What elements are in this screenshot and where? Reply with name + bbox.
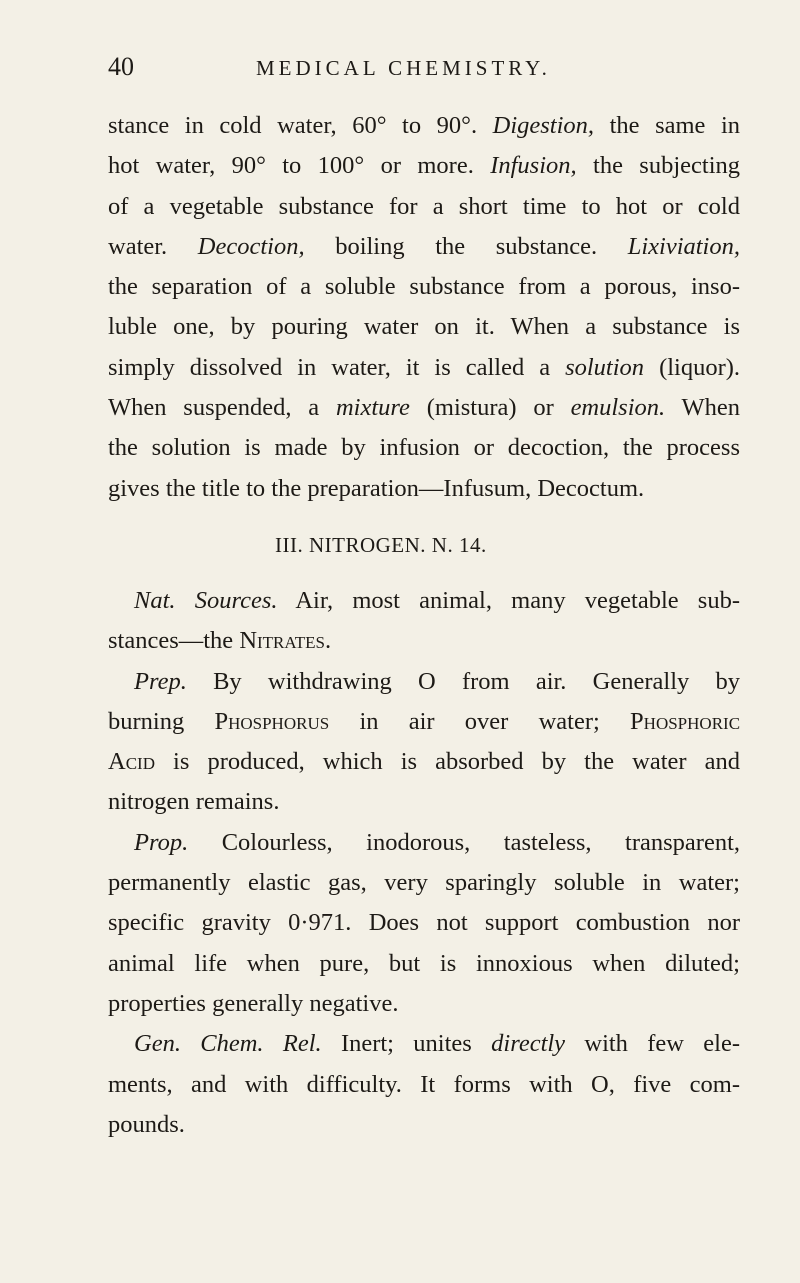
text-line: stance in cold water, 60° to 90°. Digestion, the same in [108, 112, 740, 139]
text-line: Prop. Colourless, inodorous, tasteless, transparent, [134, 828, 740, 856]
text-line: luble one, by pouring water on it. When a substance is [108, 313, 740, 341]
term-phosphoric: Phosphoric [630, 707, 740, 735]
text-line: When suspended, a mixture (mistura) or emulsion. When [108, 394, 740, 422]
text-line: animal life when pure, but is innoxious when diluted; [108, 949, 740, 977]
text-line: the separation of a soluble substance from a porous, inso- [108, 273, 740, 301]
text-line: ments, and with difficulty. It forms with O, five com- [108, 1070, 740, 1098]
term-emulsion: emulsion. [570, 394, 666, 422]
page-number: 40 [108, 52, 134, 81]
text-line: stances—the Nitrates. [108, 627, 332, 655]
term-solution: solution [565, 353, 645, 381]
body-text [108, 106, 740, 1145]
text-line: pounds. [108, 1110, 185, 1138]
text-line: burning Phosphorus in air over water; Phosphoric [108, 707, 740, 735]
page-header [108, 52, 728, 88]
text-line: Prep. By withdrawing O from air. Generally by [134, 667, 740, 695]
paragraph-natural-sources [108, 581, 740, 662]
term-nitrates: Nitrates. [239, 627, 332, 655]
term-lixiviation: Lixiviation, [627, 232, 740, 260]
text-line: gives the title to the preparation—Infusum, Decoctum. [108, 474, 645, 502]
text-line: water. Decoction, boiling the substance. Lixiviation, [108, 232, 740, 260]
term-digestion: Digestion, [492, 112, 595, 139]
text-line: of a vegetable substance for a short time to hot or cold [108, 192, 740, 220]
label-gen-chem-rel: Gen. Chem. Rel. [134, 1030, 322, 1058]
text-line: simply dissolved in water, it is called a solution (liquor). [108, 353, 740, 381]
label-natural-sources: Nat. Sources. [134, 586, 278, 614]
paragraph-preparation [108, 662, 740, 823]
text-line: the solution is made by infusion or decoction, the process [108, 434, 740, 462]
paragraph-general-chemical-relations [108, 1024, 740, 1145]
section-heading: III. NITROGEN. N. 14. [275, 532, 487, 557]
text-line: specific gravity 0·971. Does not support combustion nor [108, 909, 740, 937]
text-line: nitrogen remains. [108, 788, 280, 816]
text-line: Gen. Chem. Rel. Inert; unites directly with few ele- [134, 1030, 740, 1058]
text-line: Nat. Sources. Air, most animal, many vegetable sub- [134, 586, 740, 614]
paragraph-preparation-terms [108, 106, 740, 509]
text-line: permanently elastic gas, very sparingly soluble in water; [108, 869, 740, 897]
term-infusion: Infusion, [490, 152, 577, 180]
term-phosphorus: Phosphorus [214, 707, 330, 735]
term-directly: directly [491, 1030, 566, 1058]
term-mixture: mixture [335, 394, 410, 422]
paragraph-properties [108, 823, 740, 1024]
label-prep: Prep. [134, 667, 187, 695]
term-acid: Acid [108, 748, 155, 776]
text-line: properties generally negative. [108, 989, 399, 1017]
label-prop: Prop. [134, 828, 189, 856]
term-decoction: Decoction, [197, 232, 305, 260]
text-line: Acid is produced, which is absorbed by the water and [108, 748, 740, 776]
text-line: hot water, 90° to 100° or more. Infusion, the subjecting [108, 152, 740, 180]
running-title: MEDICAL CHEMISTRY. [256, 56, 551, 80]
